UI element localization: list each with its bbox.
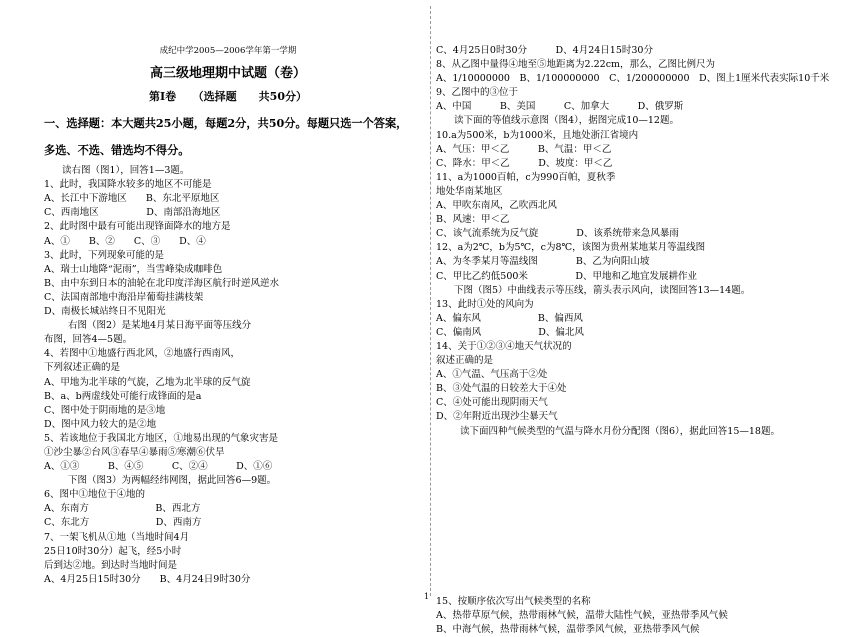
- question-line: 7、一架飞机从①地（当地时间4月: [44, 531, 190, 543]
- instructions-line-1: 一、选择题：本大题共25小题，每题2分，共50分。每题只选一个答案，: [44, 116, 408, 131]
- question-line: C、法国南部地中海沿岸葡萄挂满枝架: [44, 291, 204, 303]
- question-line: A、甲地为北半球的气旋，乙地为北半球的反气旋: [44, 376, 251, 388]
- question-line: 6、图中①地位于④地的: [44, 489, 146, 501]
- question-line: 11、a为1000百帕，c为990百帕，夏秋季: [436, 171, 616, 183]
- question-line: 2、此时图中最有可能出现锋面降水的地方是: [44, 221, 231, 233]
- question-line: 10.a为500米，b为1000米，且地处浙江省境内: [436, 129, 639, 141]
- question-line: 5、若该地位于我国北方地区，①地易出现的气象灾害是: [44, 432, 279, 444]
- question-line: A、①③ B、④⑤ C、②④ D、①⑥: [44, 461, 273, 473]
- question-line: A、长江中下游地区 B、东北平原地区: [44, 193, 220, 205]
- question-line: A、偏东风 B、偏西风: [436, 312, 583, 324]
- question-line: C、4月25日0时30分 D、4月24日15时30分: [436, 45, 653, 56]
- question-line: A、气压：甲＜乙 B、气温：甲＜乙: [436, 143, 612, 155]
- question-line: 读下面四种气候类型的气温与降水月份分配图（图6），据此回答15—18题。: [460, 425, 780, 437]
- question-line: B、a、b两虚线处可能行成锋面的是a: [44, 390, 202, 402]
- figure-placeholder-area: [436, 439, 840, 595]
- instructions-line-2: 多选、不选、错选均不得分。: [44, 143, 190, 158]
- question-line: C、图中处于阴雨地的是③地: [44, 404, 166, 416]
- question-line: 25日10时30分）起飞，经5小时: [44, 545, 182, 557]
- question-line: B、③处气温的日较差大于④处: [436, 383, 567, 395]
- question-line: D、图中风力较大的是②地: [44, 418, 157, 430]
- question-line: 12、a为2℃，b为5℃，c为8℃，该图为贵州某地某月等温线图: [436, 242, 706, 254]
- question-line: 4、若图中①地盛行西北风，②地盛行西南风，: [44, 348, 241, 360]
- page-number: 1: [424, 592, 430, 601]
- question-line: A、中国 B、美国 C、加拿大 D、俄罗斯: [436, 101, 684, 113]
- question-line: 读下面的等值线示意图（图4），据图完成10—12题。: [454, 115, 679, 127]
- question-line: 15、按顺序依次写出气候类型的名称: [436, 595, 591, 607]
- question-line: A、①气温、气压高于②处: [436, 369, 548, 381]
- school-term-header: 成纪中学2005—2006学年第一学期: [159, 46, 297, 56]
- question-line: C、④处可能出现阴雨天气: [436, 397, 548, 409]
- question-line: 9、乙图中的③位于: [436, 87, 519, 99]
- right-question-list-bottom: [436, 595, 840, 637]
- question-line: D、②年附近出现沙尘暴天气: [436, 411, 558, 423]
- question-line: B、风速：甲＜乙: [436, 214, 510, 226]
- question-line: 1、此时，我国降水较多的地区不可能是: [44, 179, 212, 191]
- question-line: C、东北方 D、西南方: [44, 517, 202, 529]
- column-divider: [430, 6, 431, 596]
- question-line: 右图（图2）是某地4月某日海平面等压线分: [68, 320, 252, 332]
- question-line: C、该气流系统为反气旋 D、该系统带来急风暴雨: [436, 228, 679, 240]
- question-line: C、甲比乙约低500米 D、甲地和乙地宜发展耕作业: [436, 270, 698, 282]
- question-line: 下列叙述正确的是: [44, 362, 121, 374]
- left-column: [44, 44, 424, 587]
- question-line: 下图（图3）为两幅经纬网图，据此回答6—9题。: [68, 475, 277, 487]
- question-line: A、4月25日15时30分 B、4月24日9时30分: [44, 573, 251, 585]
- right-column: [436, 44, 840, 637]
- right-question-list: [436, 44, 840, 439]
- question-line: A、为冬季某月等温线图 B、乙为向阳山坡: [436, 256, 650, 268]
- question-line: A、1/10000000 B、1/100000000 C、1/200000000 D、图上1厘米代表实际10千米: [436, 73, 830, 85]
- question-line: 后到达②地。到达时当地时间是: [44, 559, 178, 571]
- question-line: 13、此时①处的风向为: [436, 298, 534, 310]
- question-line: 下图（图5）中曲线表示等压线，箭头表示风向，读图回答13—14题。: [454, 284, 751, 296]
- question-line: ①沙尘暴②台风③春旱④暴雨⑤寒潮⑥伏旱: [44, 446, 225, 458]
- question-line: 布图，回答4—5题。: [44, 334, 133, 346]
- question-line: A、东南方 B、西北方: [44, 503, 201, 515]
- question-line: 3、此时，下列现象可能的是: [44, 249, 165, 261]
- question-line: 地处华南某地区: [436, 185, 503, 197]
- question-line: C、西南地区 D、南部沿海地区: [44, 207, 221, 219]
- question-line: B、由中东到日本的油轮在北印度洋海区航行时逆风逆水: [44, 277, 279, 289]
- question-line: C、降水：甲＜乙 D、坡度：甲＜乙: [436, 157, 613, 169]
- question-line: C、偏南风 D、偏北风: [436, 326, 584, 338]
- question-line: A、① B、② C、③ D、④: [44, 235, 206, 247]
- question-line: 叙述正确的是: [436, 355, 494, 367]
- question-line: 14、关于①②③④地天气状况的: [436, 340, 572, 352]
- question-line: B、中海气候，热带雨林气候，温带季风气候，亚热带季风气候: [436, 623, 700, 635]
- question-line: 8、从乙图中量得④地至⑤地距离为2.22cm，那么，乙图比例尺为: [436, 59, 716, 71]
- question-line: A、瑞士山地降“泥雨”，当雪峰染成咖啡色: [44, 263, 223, 275]
- section-heading: 第Ⅰ卷 （选择题 共50分）: [149, 90, 307, 104]
- exam-title: 高三级地理期中试题（卷）: [149, 66, 306, 82]
- question-line: A、甲吹东南风，乙吹西北风: [436, 200, 557, 212]
- question-line: D、南极长城站终日不见阳光: [44, 306, 166, 318]
- left-question-list: [44, 164, 424, 587]
- question-line: A、热带草原气候，热带雨林气候，温带大陆性气候，亚热带季风气候: [436, 609, 728, 621]
- question-line: 读右图（图1），回答1—3题。: [62, 165, 190, 177]
